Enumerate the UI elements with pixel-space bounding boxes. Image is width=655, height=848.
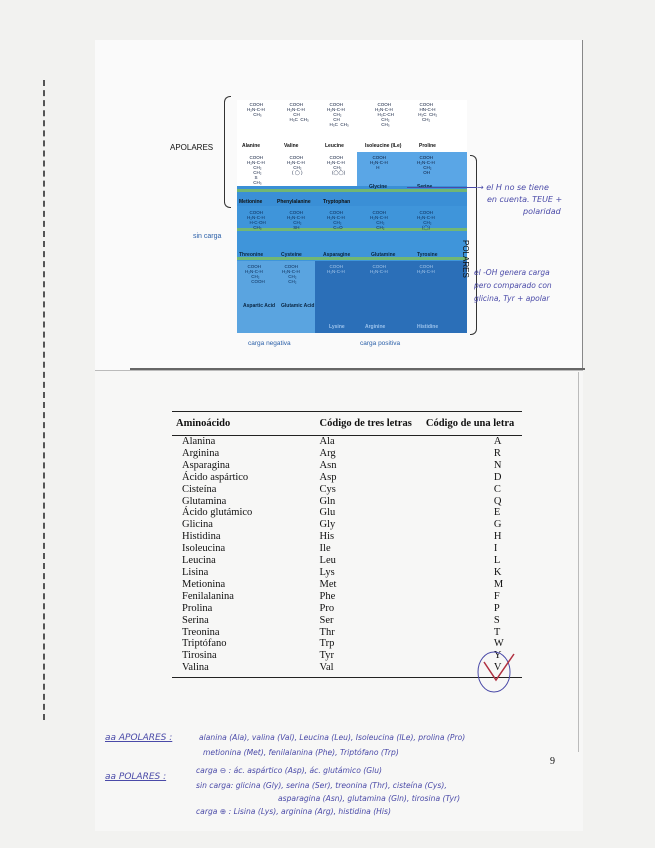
one-letter-cell: Q — [493, 495, 502, 507]
aa-tyrosine: Tyrosine — [417, 252, 438, 258]
three-letter-cell: Trp — [319, 638, 335, 650]
one-letter-cell: Y — [493, 650, 502, 662]
three-letter-cell: Pro — [319, 602, 335, 614]
tyr-note-3: glicina, Tyr + apolar — [474, 294, 550, 303]
aa-metionine: Metionine — [239, 199, 263, 205]
one-letter-cell: E — [493, 507, 501, 519]
table-row — [172, 627, 522, 639]
aa-isoleucine: Isoleucine (ILe) — [365, 143, 402, 149]
aa-name-cell: Prolina — [182, 602, 213, 614]
three-letter-cell: Ser — [319, 614, 334, 626]
header-tres-letras: Código de tres letras — [260, 412, 422, 436]
one-letter-cell: T — [493, 626, 501, 638]
one-letter-cell: F — [493, 590, 500, 602]
notes-sin-carga-1: sin carga: glicina (Gly), serina (Ser), treonina (Thr), cisteína (Cys), — [196, 781, 447, 790]
table-row — [172, 615, 522, 627]
margin-dash — [43, 80, 45, 720]
aa-asparagine: Asparagine — [323, 252, 351, 258]
aa-name-cell: Metionina — [182, 578, 226, 590]
aa-phenylalanine: Phenylalanine — [277, 199, 311, 205]
glycine-note-1: → el H no se tiene — [477, 183, 549, 192]
one-letter-cell: C — [493, 483, 501, 495]
aa-arginine: Arginine — [365, 324, 386, 330]
three-letter-cell: Cys — [319, 483, 336, 495]
three-letter-cell: Tyr — [319, 650, 334, 662]
glycine-note-2: en cuenta. TEUE + — [487, 195, 563, 204]
three-letter-cell: Leu — [319, 555, 336, 567]
aa-cysteine: Cysteine — [281, 252, 302, 258]
polares-label: POLARES — [461, 240, 470, 278]
aa-name-cell: Arginina — [182, 447, 220, 459]
aa-name-cell: Lisina — [182, 566, 209, 578]
one-letter-cell: K — [493, 566, 502, 578]
header-aminoacido: Aminoácido — [172, 412, 260, 436]
notes-sin-carga-2: asparagina (Asn), glutamina (Gln), tirosina (Tyr) — [278, 794, 461, 803]
aa-tryptophan: Tryptophan — [323, 199, 351, 205]
table-row — [172, 484, 522, 496]
three-letter-cell: His — [319, 531, 335, 543]
notes-polares-prefix: aa POLARES : — [105, 772, 167, 782]
aa-proline: Proline — [419, 143, 436, 149]
one-letter-cell: R — [493, 447, 501, 459]
one-letter-cell: M — [493, 578, 504, 590]
aa-aspartic-acid: Aspartic Acid — [243, 303, 276, 309]
glycine-arrow — [407, 187, 477, 188]
table-row — [172, 638, 522, 650]
aa-glutamine: Glutamine — [371, 252, 396, 258]
three-letter-cell: Asn — [319, 459, 337, 471]
aa-glycine: Glycine — [369, 184, 388, 190]
table-row — [172, 496, 522, 508]
table-row — [172, 448, 522, 460]
three-letter-cell: Arg — [319, 447, 336, 459]
carga-positiva-label: carga positiva — [360, 340, 401, 347]
table-row — [172, 472, 522, 484]
three-letter-cell: Gly — [319, 519, 336, 531]
one-letter-cell: L — [493, 555, 501, 567]
aa-name-cell: Histidina — [182, 531, 221, 543]
amino-acid-figure: COOH H₂N-C-H CH₃ COOH H₂N-C-H CH H₃C CH₃ COOH H₂N-C-H CH₂ CH H₃C CH₃ COOH H₂N-C-H H₃C-CH CH₂ CH₃ COOH HN-C-H H₂C CH₂ CH₂ Alanine Valine Leucine Isoleucine (ILe) Proline COOH H₂N-C-H CH₂ CH₂ S CH₃ COOH H₂N-C-H CH₂ ( ◯ ) COOH H₂N-C-H CH₂ (◯◯) COOH H₂N-C-H H COOH H₂N-C-H CH₂ OH Metionine Phenylalanine Tryptophan Glycine COOH H₂N-C-H H-C-OH CH₃ COOH H₂N-C-H CH₂ SH COOH H₂N-C-H CH₂ C=O COOH H₂N-C-H CH₂ CH₂ COOH H₂N-C-H CH₂ (◯) Threonine Cysteine Asparagine Glutamine Tyrosine COOH H₂N-C-H CH₂ COOH COOH H₂N-C-H CH₂ CH₂ COOH H₂N-C-H COOH H₂N-C-H COOH H₂N-C-H Aspartic Acid Glutamic Acid Lysine Arginine Histidine — [237, 100, 467, 333]
notes-carga-neg: carga ⊖ : ác. aspártico (Asp), ác. glutámico (Glu) — [196, 766, 382, 775]
aa-histidine: Histidine — [417, 324, 439, 330]
one-letter-cell: A — [493, 436, 502, 447]
one-letter-cell: G — [493, 519, 502, 531]
table-row — [172, 543, 522, 555]
three-letter-cell: Phe — [319, 590, 336, 602]
aa-lysine: Lysine — [329, 324, 345, 330]
table-row — [172, 436, 522, 448]
aa-name-cell: Tirosina — [182, 650, 217, 662]
aa-name-cell: Triptófano — [182, 638, 227, 650]
aa-name-cell: Asparagina — [182, 459, 230, 471]
aa-alanine: Alanine — [242, 143, 261, 149]
notes-apolares-line2: metionina (Met), fenilalanina (Phe), Triptófano (Trp) — [203, 748, 399, 757]
fold-line — [130, 368, 585, 370]
header-una-letra: Código de una letra — [422, 412, 522, 436]
table-row — [172, 591, 522, 603]
table-row — [172, 531, 522, 543]
aa-threonine: Threonine — [239, 252, 264, 258]
three-letter-cell: Ile — [319, 543, 331, 555]
aa-name-cell: Treonina — [182, 626, 220, 638]
aa-name-cell: Leucina — [182, 555, 216, 567]
one-letter-cell: N — [493, 459, 502, 471]
aa-name-cell: Ácido aspártico — [182, 471, 249, 483]
three-letter-cell: Thr — [319, 626, 335, 638]
sin-carga-label: sin carga — [193, 233, 222, 240]
polares-brace — [470, 155, 477, 335]
table-row — [172, 567, 522, 579]
notes-apolares-line1: alanina (Ala), valina (Val), Leucina (Leu), Isoleucina (ILe), prolina (Pro) — [199, 733, 466, 742]
table-row — [172, 555, 522, 567]
three-letter-cell: Gln — [319, 495, 336, 507]
aa-name-cell: Isoleucina — [182, 543, 226, 555]
aa-leucine: Leucine — [325, 143, 344, 149]
three-letter-cell: Ala — [319, 436, 335, 447]
aa-name-cell: Alanina — [182, 436, 216, 447]
page-number: 9 — [550, 756, 555, 767]
three-letter-cell: Met — [319, 578, 337, 590]
glycine-note-3: polaridad — [523, 207, 561, 216]
tyr-note-2: pero comparado con — [474, 281, 552, 290]
table-row — [172, 579, 522, 591]
table-row — [172, 603, 522, 615]
notes-apolares-prefix: aa APOLARES : — [105, 733, 173, 743]
aa-name-cell: Serina — [182, 614, 209, 626]
aa-name-cell: Ácido glutámico — [182, 507, 253, 519]
aa-valine: Valine — [284, 143, 299, 149]
three-letter-cell: Asp — [319, 471, 337, 483]
amino-acid-code-table — [172, 411, 522, 678]
three-letter-cell: Glu — [319, 507, 336, 519]
one-letter-cell: V — [422, 662, 522, 677]
one-letter-cell: P — [493, 602, 500, 614]
aa-glutamic-acid: Glutamic Acid — [281, 303, 315, 309]
table-row — [172, 460, 522, 472]
apolares-label: APOLARES — [170, 143, 214, 152]
three-letter-cell: Val — [260, 662, 422, 677]
notes-carga-pos: carga ⊕ : Lisina (Lys), arginina (Arg), histidina (His) — [196, 807, 391, 816]
aa-name-cell: Cisteína — [182, 483, 217, 495]
three-letter-cell: Lys — [319, 566, 335, 578]
one-letter-cell: S — [493, 614, 500, 626]
carga-negativa-label: carga negativa — [248, 340, 291, 347]
aa-name-cell: Glutamina — [182, 495, 227, 507]
aa-name-cell: Valina — [172, 662, 260, 677]
page-edge — [582, 40, 583, 370]
table-row — [172, 507, 522, 519]
aa-name-cell: Fenilalanina — [182, 590, 234, 602]
one-letter-cell: D — [493, 471, 502, 483]
one-letter-cell: I — [493, 543, 498, 555]
page-edge-lower — [578, 372, 579, 752]
one-letter-cell: W — [493, 638, 504, 650]
aa-name-cell: Glicina — [182, 519, 213, 531]
tyr-note-1: el -OH genera carga — [474, 268, 550, 277]
check-marks — [470, 650, 530, 700]
one-letter-cell: H — [493, 531, 502, 543]
apolares-brace — [224, 96, 231, 208]
table-row — [172, 519, 522, 531]
